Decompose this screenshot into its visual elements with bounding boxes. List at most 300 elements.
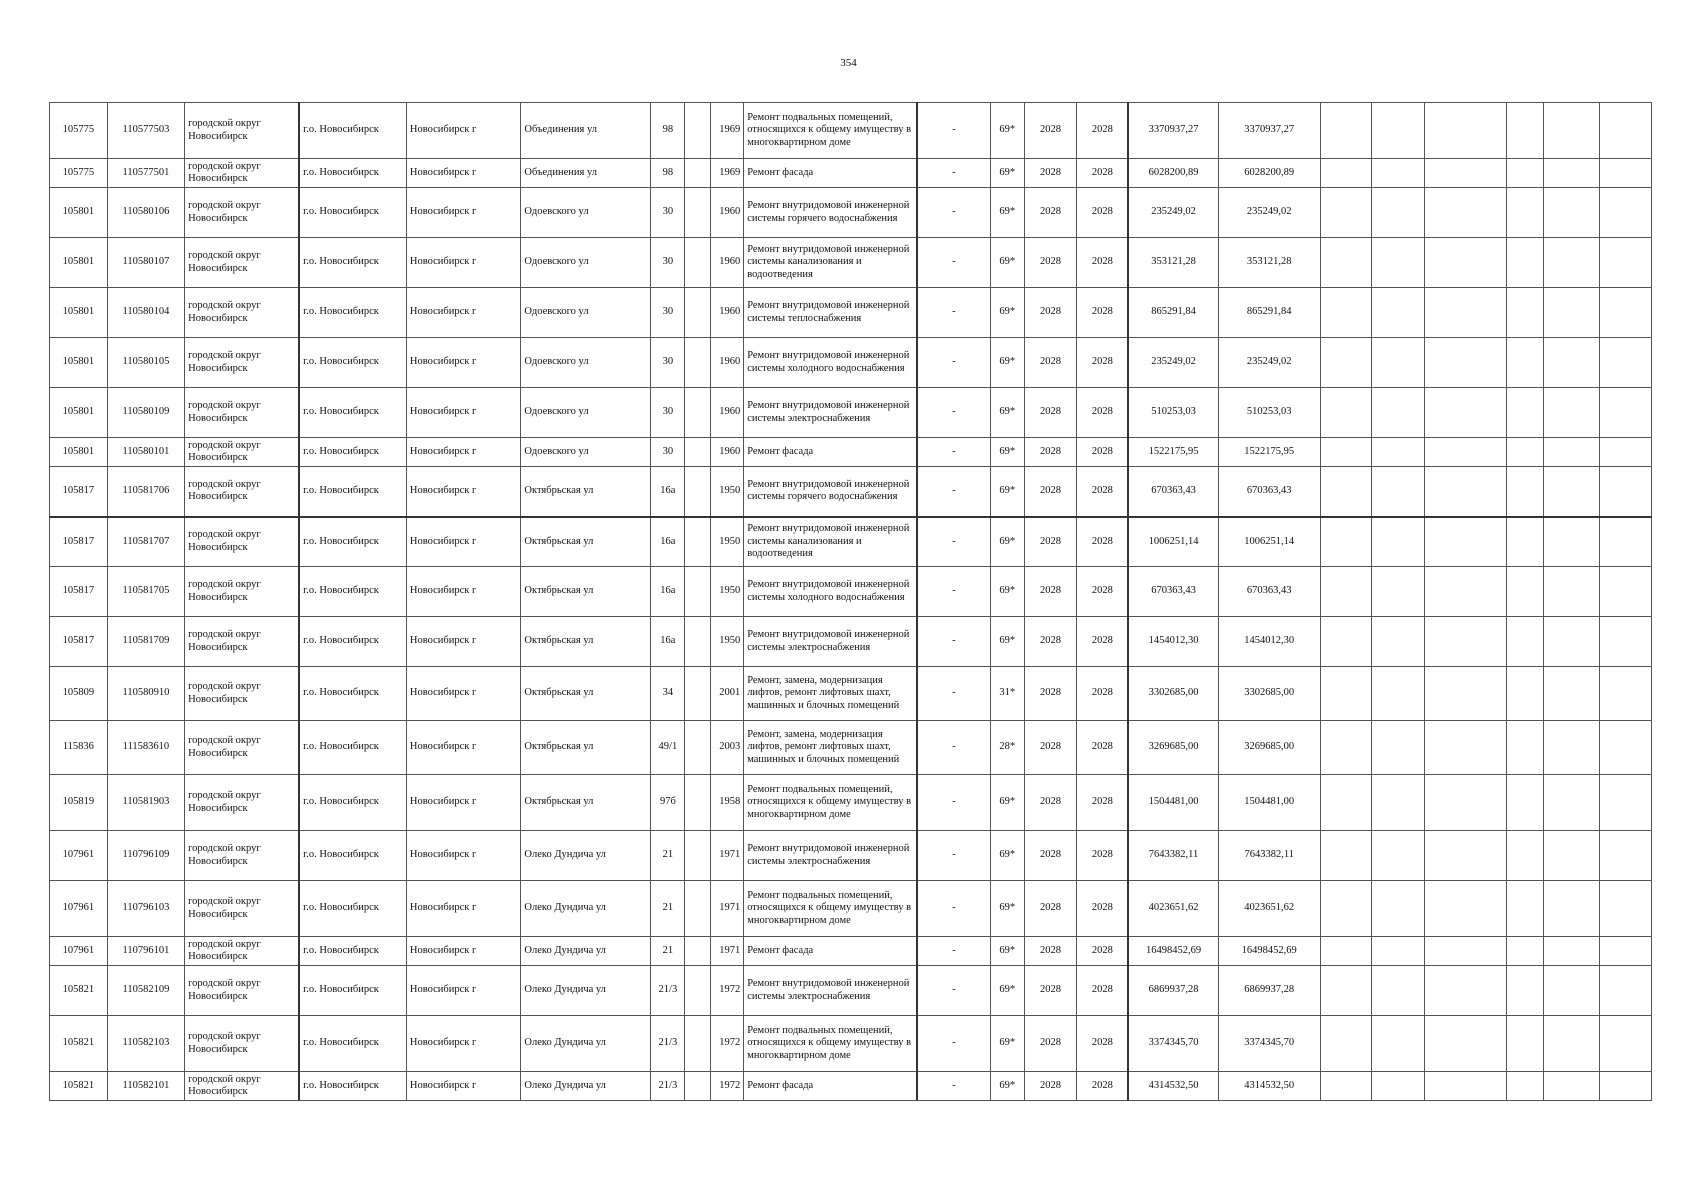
cell-year-built: 1958 — [711, 775, 744, 831]
cell-municipality: городской округ Новосибирск — [185, 881, 300, 937]
cell-district: г.о. Новосибирск — [299, 775, 406, 831]
cell-completion-percent: 69* — [990, 467, 1024, 517]
cell-district: г.о. Новосибирск — [299, 288, 406, 338]
cell-empty — [1543, 188, 1600, 238]
cell-plan-year-end: 2028 — [1077, 1072, 1129, 1101]
cell-district: г.о. Новосибирск — [299, 831, 406, 881]
cell-completion-percent: 31* — [990, 667, 1024, 721]
cell-locality: Новосибирск г — [406, 188, 521, 238]
cell-plan-year-end: 2028 — [1077, 159, 1129, 188]
cell-empty — [1424, 667, 1507, 721]
cell-work-id: 110582109 — [107, 966, 184, 1016]
cell-year-built: 1960 — [711, 438, 744, 467]
cell-house-number: 49/1 — [651, 721, 685, 775]
cell-empty — [1320, 1016, 1372, 1072]
cell-placeholder-dash: - — [917, 1016, 990, 1072]
cell-district: г.о. Новосибирск — [299, 467, 406, 517]
cell-house-number: 16а — [651, 617, 685, 667]
table-row — [50, 338, 1652, 388]
cell-building-id: 105801 — [50, 338, 108, 388]
cell-placeholder-dash: - — [917, 937, 990, 966]
cell-empty — [1372, 937, 1425, 966]
cell-placeholder-dash: - — [917, 721, 990, 775]
cell-building-block — [685, 238, 711, 288]
cell-year-built: 1950 — [711, 617, 744, 667]
cell-house-number: 97б — [651, 775, 685, 831]
cell-building-id: 105819 — [50, 775, 108, 831]
cell-empty — [1320, 517, 1372, 567]
cell-plan-year-end: 2028 — [1077, 103, 1129, 159]
cell-district: г.о. Новосибирск — [299, 338, 406, 388]
cell-street: Объединения ул — [521, 103, 651, 159]
table-row — [50, 667, 1652, 721]
cell-locality: Новосибирск г — [406, 159, 521, 188]
cell-empty — [1507, 567, 1543, 617]
table-row — [50, 517, 1652, 567]
cell-empty — [1320, 831, 1372, 881]
cell-completion-percent: 69* — [990, 1072, 1024, 1101]
cell-cost-fund: 353121,28 — [1218, 238, 1320, 288]
cell-work-type: Ремонт фасада — [744, 438, 917, 467]
cell-building-block — [685, 966, 711, 1016]
cell-empty — [1372, 775, 1425, 831]
cell-empty — [1543, 721, 1600, 775]
cell-street: Октябрьская ул — [521, 467, 651, 517]
cell-work-id: 110581903 — [107, 775, 184, 831]
cell-cost-fund: 3302685,00 — [1218, 667, 1320, 721]
cell-empty — [1320, 438, 1372, 467]
cell-street: Октябрьская ул — [521, 721, 651, 775]
cell-empty — [1320, 937, 1372, 966]
cell-empty — [1372, 831, 1425, 881]
cell-completion-percent: 69* — [990, 238, 1024, 288]
cell-empty — [1507, 517, 1543, 567]
cell-empty — [1424, 831, 1507, 881]
cell-building-block — [685, 288, 711, 338]
cell-cost-total: 1504481,00 — [1128, 775, 1218, 831]
cell-completion-percent: 69* — [990, 438, 1024, 467]
table-row — [50, 159, 1652, 188]
cell-district: г.о. Новосибирск — [299, 1016, 406, 1072]
cell-building-id: 105775 — [50, 159, 108, 188]
cell-street: Олеко Дундича ул — [521, 1016, 651, 1072]
cell-work-id: 110582101 — [107, 1072, 184, 1101]
cell-street: Олеко Дундича ул — [521, 937, 651, 966]
cell-district: г.о. Новосибирск — [299, 937, 406, 966]
cell-cost-fund: 510253,03 — [1218, 388, 1320, 438]
cell-work-type: Ремонт фасада — [744, 1072, 917, 1101]
cell-empty — [1600, 721, 1652, 775]
cell-completion-percent: 69* — [990, 388, 1024, 438]
cell-street: Октябрьская ул — [521, 775, 651, 831]
cell-cost-fund: 6869937,28 — [1218, 966, 1320, 1016]
cell-empty — [1424, 721, 1507, 775]
cell-cost-total: 865291,84 — [1128, 288, 1218, 338]
cell-building-block — [685, 1016, 711, 1072]
cell-empty — [1372, 617, 1425, 667]
cell-placeholder-dash: - — [917, 881, 990, 937]
cell-empty — [1600, 467, 1652, 517]
cell-empty — [1543, 517, 1600, 567]
cell-placeholder-dash: - — [917, 517, 990, 567]
cell-year-built: 1969 — [711, 159, 744, 188]
cell-work-id: 110581706 — [107, 467, 184, 517]
cell-empty — [1424, 617, 1507, 667]
cell-empty — [1424, 159, 1507, 188]
cell-work-id: 110577503 — [107, 103, 184, 159]
cell-empty — [1543, 831, 1600, 881]
cell-completion-percent: 69* — [990, 567, 1024, 617]
cell-empty — [1320, 288, 1372, 338]
table-row — [50, 617, 1652, 667]
cell-empty — [1372, 1072, 1425, 1101]
cell-municipality: городской округ Новосибирск — [185, 238, 300, 288]
cell-empty — [1600, 388, 1652, 438]
cell-empty — [1507, 937, 1543, 966]
cell-plan-year-start: 2028 — [1024, 467, 1077, 517]
cell-work-id: 110580106 — [107, 188, 184, 238]
cell-completion-percent: 28* — [990, 721, 1024, 775]
cell-completion-percent: 69* — [990, 775, 1024, 831]
cell-municipality: городской округ Новосибирск — [185, 937, 300, 966]
table-row — [50, 438, 1652, 467]
cell-empty — [1320, 338, 1372, 388]
cell-empty — [1507, 188, 1543, 238]
cell-plan-year-end: 2028 — [1077, 567, 1129, 617]
cell-plan-year-start: 2028 — [1024, 338, 1077, 388]
cell-work-type: Ремонт фасада — [744, 159, 917, 188]
table-row — [50, 188, 1652, 238]
cell-empty — [1507, 721, 1543, 775]
cell-cost-fund: 235249,02 — [1218, 188, 1320, 238]
cell-plan-year-end: 2028 — [1077, 467, 1129, 517]
cell-cost-fund: 670363,43 — [1218, 467, 1320, 517]
cell-building-id: 105821 — [50, 1072, 108, 1101]
table-row — [50, 1072, 1652, 1101]
cell-cost-fund: 3374345,70 — [1218, 1016, 1320, 1072]
cell-year-built: 1950 — [711, 567, 744, 617]
cell-placeholder-dash: - — [917, 467, 990, 517]
cell-house-number: 30 — [651, 288, 685, 338]
table-row — [50, 721, 1652, 775]
cell-street: Одоевского ул — [521, 388, 651, 438]
cell-cost-total: 3269685,00 — [1128, 721, 1218, 775]
cell-work-id: 110580104 — [107, 288, 184, 338]
cell-building-id: 107961 — [50, 831, 108, 881]
cell-street: Октябрьская ул — [521, 617, 651, 667]
cell-house-number: 21 — [651, 937, 685, 966]
cell-empty — [1600, 103, 1652, 159]
cell-building-block — [685, 388, 711, 438]
cell-empty — [1372, 1016, 1425, 1072]
cell-municipality: городской округ Новосибирск — [185, 288, 300, 338]
cell-plan-year-end: 2028 — [1077, 937, 1129, 966]
cell-year-built: 1972 — [711, 1072, 744, 1101]
cell-cost-fund: 670363,43 — [1218, 567, 1320, 617]
cell-empty — [1320, 188, 1372, 238]
cell-empty — [1507, 617, 1543, 667]
table-row — [50, 567, 1652, 617]
cell-district: г.о. Новосибирск — [299, 567, 406, 617]
cell-building-block — [685, 667, 711, 721]
cell-empty — [1543, 338, 1600, 388]
cell-plan-year-start: 2028 — [1024, 567, 1077, 617]
cell-locality: Новосибирск г — [406, 388, 521, 438]
cell-empty — [1372, 966, 1425, 1016]
cell-cost-total: 1522175,95 — [1128, 438, 1218, 467]
cell-placeholder-dash: - — [917, 103, 990, 159]
cell-building-id: 105817 — [50, 567, 108, 617]
table-row — [50, 775, 1652, 831]
cell-cost-fund: 1454012,30 — [1218, 617, 1320, 667]
cell-year-built: 2003 — [711, 721, 744, 775]
cell-work-id: 110580101 — [107, 438, 184, 467]
cell-placeholder-dash: - — [917, 288, 990, 338]
cell-house-number: 16а — [651, 517, 685, 567]
cell-house-number: 21/3 — [651, 1072, 685, 1101]
cell-municipality: городской округ Новосибирск — [185, 831, 300, 881]
cell-building-id: 115836 — [50, 721, 108, 775]
cell-empty — [1372, 238, 1425, 288]
cell-empty — [1600, 338, 1652, 388]
cell-completion-percent: 69* — [990, 338, 1024, 388]
cell-building-block — [685, 567, 711, 617]
cell-work-type: Ремонт подвальных помещений, относящихся к общему имуществу в многоквартирном доме — [744, 103, 917, 159]
cell-plan-year-end: 2028 — [1077, 617, 1129, 667]
cell-work-id: 110580107 — [107, 238, 184, 288]
cell-district: г.о. Новосибирск — [299, 966, 406, 1016]
cell-cost-fund: 4023651,62 — [1218, 881, 1320, 937]
cell-empty — [1424, 188, 1507, 238]
cell-street: Олеко Дундича ул — [521, 831, 651, 881]
cell-municipality: городской округ Новосибирск — [185, 667, 300, 721]
cell-building-id: 105801 — [50, 188, 108, 238]
cell-cost-total: 3302685,00 — [1128, 667, 1218, 721]
cell-empty — [1543, 667, 1600, 721]
cell-empty — [1424, 1016, 1507, 1072]
cell-empty — [1507, 238, 1543, 288]
cell-building-id: 107961 — [50, 937, 108, 966]
cell-empty — [1600, 831, 1652, 881]
cell-empty — [1320, 103, 1372, 159]
cell-empty — [1372, 567, 1425, 617]
cell-building-id: 105801 — [50, 288, 108, 338]
cell-cost-total: 7643382,11 — [1128, 831, 1218, 881]
cell-cost-total: 4023651,62 — [1128, 881, 1218, 937]
cell-empty — [1543, 1016, 1600, 1072]
cell-empty — [1507, 288, 1543, 338]
cell-work-type: Ремонт внутридомовой инженерной системы канализования и водоотведения — [744, 238, 917, 288]
cell-locality: Новосибирск г — [406, 775, 521, 831]
cell-work-id: 110580109 — [107, 388, 184, 438]
cell-cost-total: 670363,43 — [1128, 567, 1218, 617]
cell-locality: Новосибирск г — [406, 567, 521, 617]
cell-empty — [1600, 188, 1652, 238]
cell-empty — [1507, 438, 1543, 467]
cell-work-type: Ремонт внутридомовой инженерной системы электроснабжения — [744, 617, 917, 667]
cell-empty — [1424, 775, 1507, 831]
cell-empty — [1372, 721, 1425, 775]
cell-placeholder-dash: - — [917, 338, 990, 388]
cell-placeholder-dash: - — [917, 775, 990, 831]
cell-empty — [1424, 103, 1507, 159]
cell-plan-year-end: 2028 — [1077, 517, 1129, 567]
cell-year-built: 1960 — [711, 388, 744, 438]
cell-plan-year-start: 2028 — [1024, 517, 1077, 567]
cell-empty — [1320, 667, 1372, 721]
cell-placeholder-dash: - — [917, 831, 990, 881]
cell-work-id: 111583610 — [107, 721, 184, 775]
cell-placeholder-dash: - — [917, 667, 990, 721]
cell-empty — [1507, 831, 1543, 881]
cell-locality: Новосибирск г — [406, 831, 521, 881]
cell-district: г.о. Новосибирск — [299, 667, 406, 721]
cell-house-number: 16а — [651, 567, 685, 617]
cell-empty — [1543, 775, 1600, 831]
cell-empty — [1372, 103, 1425, 159]
cell-empty — [1507, 103, 1543, 159]
cell-municipality: городской округ Новосибирск — [185, 966, 300, 1016]
cell-empty — [1543, 238, 1600, 288]
cell-year-built: 1972 — [711, 966, 744, 1016]
cell-plan-year-end: 2028 — [1077, 338, 1129, 388]
cell-empty — [1372, 159, 1425, 188]
cell-building-id: 105801 — [50, 388, 108, 438]
cell-empty — [1507, 338, 1543, 388]
table-row — [50, 103, 1652, 159]
cell-building-id: 105817 — [50, 517, 108, 567]
cell-district: г.о. Новосибирск — [299, 188, 406, 238]
cell-locality: Новосибирск г — [406, 103, 521, 159]
cell-work-id: 110582103 — [107, 1016, 184, 1072]
cell-house-number: 98 — [651, 103, 685, 159]
cell-empty — [1600, 617, 1652, 667]
cell-work-id: 110580910 — [107, 667, 184, 721]
cell-building-block — [685, 467, 711, 517]
cell-locality: Новосибирск г — [406, 1016, 521, 1072]
cell-empty — [1424, 388, 1507, 438]
cell-year-built: 1960 — [711, 188, 744, 238]
cell-work-type: Ремонт внутридомовой инженерной системы канализования и водоотведения — [744, 517, 917, 567]
cell-empty — [1424, 338, 1507, 388]
cell-plan-year-end: 2028 — [1077, 966, 1129, 1016]
cell-house-number: 21/3 — [651, 966, 685, 1016]
cell-work-type: Ремонт фасада — [744, 937, 917, 966]
cell-house-number: 30 — [651, 338, 685, 388]
cell-street: Олеко Дундича ул — [521, 1072, 651, 1101]
table-row — [50, 881, 1652, 937]
cell-locality: Новосибирск г — [406, 881, 521, 937]
cell-plan-year-start: 2028 — [1024, 667, 1077, 721]
cell-completion-percent: 69* — [990, 831, 1024, 881]
cell-empty — [1372, 288, 1425, 338]
cell-empty — [1507, 775, 1543, 831]
cell-cost-total: 6028200,89 — [1128, 159, 1218, 188]
cell-plan-year-start: 2028 — [1024, 966, 1077, 1016]
cell-cost-fund: 1006251,14 — [1218, 517, 1320, 567]
cell-municipality: городской округ Новосибирск — [185, 721, 300, 775]
cell-work-type: Ремонт внутридомовой инженерной системы горячего водоснабжения — [744, 467, 917, 517]
cell-building-id: 105775 — [50, 103, 108, 159]
cell-placeholder-dash: - — [917, 438, 990, 467]
cell-work-type: Ремонт внутридомовой инженерной системы холодного водоснабжения — [744, 338, 917, 388]
cell-empty — [1424, 438, 1507, 467]
cell-municipality: городской округ Новосибирск — [185, 467, 300, 517]
cell-plan-year-end: 2028 — [1077, 288, 1129, 338]
cell-plan-year-start: 2028 — [1024, 831, 1077, 881]
cell-empty — [1600, 966, 1652, 1016]
cell-street: Олеко Дундича ул — [521, 881, 651, 937]
cell-street: Одоевского ул — [521, 288, 651, 338]
cell-municipality: городской округ Новосибирск — [185, 517, 300, 567]
cell-cost-total: 16498452,69 — [1128, 937, 1218, 966]
cell-year-built: 1969 — [711, 103, 744, 159]
table-row — [50, 238, 1652, 288]
cell-house-number: 21 — [651, 881, 685, 937]
table-row — [50, 1016, 1652, 1072]
cell-cost-total: 235249,02 — [1128, 188, 1218, 238]
cell-street: Одоевского ул — [521, 338, 651, 388]
cell-plan-year-start: 2028 — [1024, 937, 1077, 966]
cell-year-built: 1971 — [711, 937, 744, 966]
cell-work-type: Ремонт подвальных помещений, относящихся к общему имуществу в многоквартирном доме — [744, 1016, 917, 1072]
cell-completion-percent: 69* — [990, 966, 1024, 1016]
cell-building-block — [685, 103, 711, 159]
cell-work-id: 110796109 — [107, 831, 184, 881]
cell-house-number: 98 — [651, 159, 685, 188]
cell-locality: Новосибирск г — [406, 1072, 521, 1101]
cell-work-type: Ремонт внутридомовой инженерной системы теплоснабжения — [744, 288, 917, 338]
cell-building-block — [685, 831, 711, 881]
cell-placeholder-dash: - — [917, 567, 990, 617]
cell-district: г.о. Новосибирск — [299, 103, 406, 159]
cell-empty — [1507, 467, 1543, 517]
cell-cost-fund: 1504481,00 — [1218, 775, 1320, 831]
cell-empty — [1543, 467, 1600, 517]
cell-empty — [1600, 937, 1652, 966]
cell-empty — [1600, 881, 1652, 937]
cell-empty — [1600, 159, 1652, 188]
cell-empty — [1320, 567, 1372, 617]
cell-building-block — [685, 517, 711, 567]
cell-municipality: городской округ Новосибирск — [185, 775, 300, 831]
cell-empty — [1424, 467, 1507, 517]
cell-street: Октябрьская ул — [521, 567, 651, 617]
cell-plan-year-end: 2028 — [1077, 775, 1129, 831]
cell-municipality: городской округ Новосибирск — [185, 617, 300, 667]
cell-empty — [1600, 1016, 1652, 1072]
cell-plan-year-start: 2028 — [1024, 438, 1077, 467]
registry-table — [49, 102, 1652, 1101]
cell-empty — [1372, 338, 1425, 388]
cell-completion-percent: 69* — [990, 937, 1024, 966]
cell-house-number: 30 — [651, 388, 685, 438]
cell-completion-percent: 69* — [990, 881, 1024, 937]
cell-building-block — [685, 881, 711, 937]
cell-cost-fund: 4314532,50 — [1218, 1072, 1320, 1101]
cell-building-block — [685, 721, 711, 775]
cell-cost-fund: 3269685,00 — [1218, 721, 1320, 775]
cell-empty — [1320, 238, 1372, 288]
cell-completion-percent: 69* — [990, 288, 1024, 338]
cell-empty — [1424, 288, 1507, 338]
cell-cost-fund: 3370937,27 — [1218, 103, 1320, 159]
cell-work-type: Ремонт внутридомовой инженерной системы электроснабжения — [744, 831, 917, 881]
cell-empty — [1507, 159, 1543, 188]
cell-empty — [1372, 467, 1425, 517]
cell-work-id: 110796103 — [107, 881, 184, 937]
cell-district: г.о. Новосибирск — [299, 881, 406, 937]
